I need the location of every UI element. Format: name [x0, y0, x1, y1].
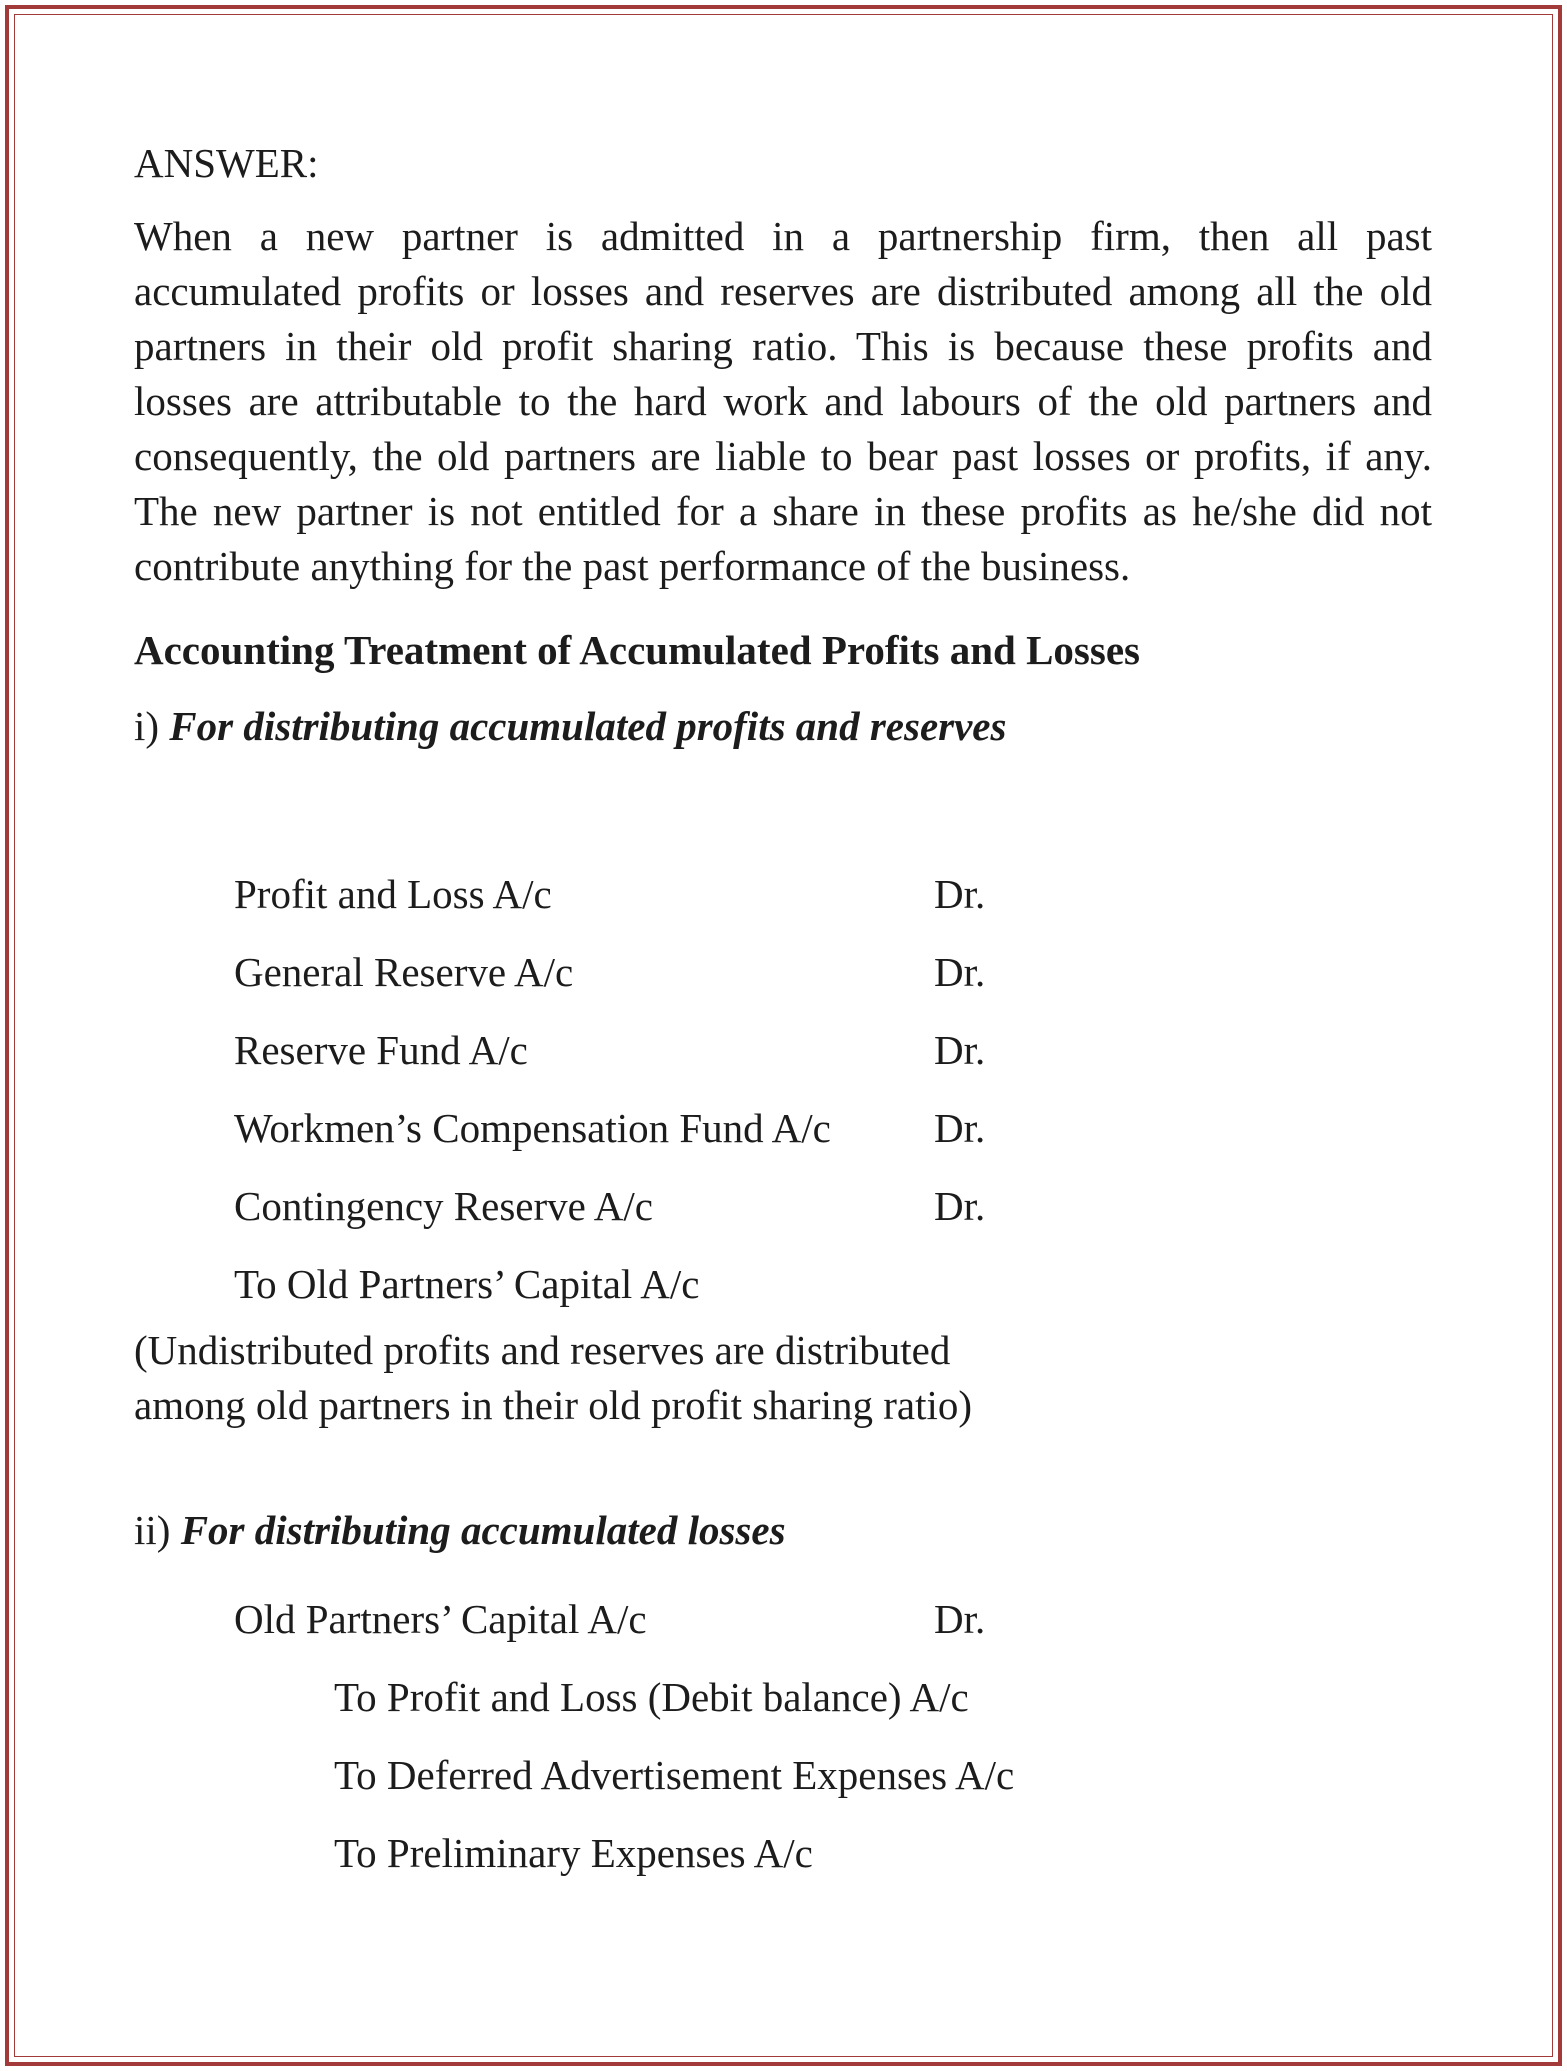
part1-prefix: i): [134, 703, 160, 749]
document-content: [134, 136, 1432, 1892]
narration-line-1: (Undistributed profits and reserves are distributed: [134, 1327, 951, 1373]
part1-title: For distributing accumulated profits and reserves: [169, 703, 1007, 749]
answer-heading: ANSWER:: [134, 140, 319, 186]
credit-account: To Deferred Advertisement Expenses A/c: [334, 1752, 1015, 1798]
credit-account: To Profit and Loss (Debit balance) A/c: [334, 1674, 969, 1720]
debit-line: [234, 1580, 1432, 1658]
dr-marker: Dr.: [934, 1027, 986, 1073]
credit-line: [234, 1814, 1432, 1892]
debit-line: [234, 1089, 1432, 1167]
debit-account: Contingency Reserve A/c: [234, 1183, 654, 1229]
part2-title: For distributing accumulated losses: [180, 1507, 786, 1553]
part2-prefix: ii): [134, 1507, 171, 1553]
credit-line: [234, 1658, 1432, 1736]
part1-heading: [134, 699, 1432, 754]
section-title: Accounting Treatment of Accumulated Profits and Losses: [134, 627, 1141, 673]
debit-line: [234, 1167, 1432, 1245]
dr-marker: Dr.: [934, 1596, 986, 1642]
debit-line: [234, 1011, 1432, 1089]
debit-account: Workmen’s Compensation Fund A/c: [234, 1105, 831, 1151]
dr-marker: Dr.: [934, 1183, 986, 1229]
dr-marker: Dr.: [934, 1105, 986, 1151]
debit-account: Old Partners’ Capital A/c: [234, 1596, 647, 1642]
credit-line: [234, 1245, 1432, 1323]
debit-line: [234, 855, 1432, 933]
narration-line-2: among old partners in their old profit sharing ratio): [134, 1382, 973, 1428]
debit-account: General Reserve A/c: [234, 949, 574, 995]
explanation-paragraph: When a new partner is admitted in a partnership firm, then all past accumulated profits or losses and reserves are distributed among all the old partners in their old profit sharing ratio. This is because these profits and losses are attributable to the hard work and labours of the old partners and consequently, the old partners are liable to bear past losses or profits, if any. The new partner is not entitled for a share in these profits as he/she did not contribute anything for the past performance of the business.: [134, 213, 1432, 589]
credit-line: [234, 1736, 1432, 1814]
dr-marker: Dr.: [934, 949, 986, 995]
part2-heading: [134, 1503, 1432, 1558]
debit-line: [234, 933, 1432, 1011]
journal-entry-profits: [234, 855, 1432, 1323]
journal-entry-losses: [234, 1580, 1432, 1892]
credit-account: To Old Partners’ Capital A/c: [234, 1261, 700, 1307]
debit-account: Profit and Loss A/c: [234, 871, 552, 917]
debit-account: Reserve Fund A/c: [234, 1027, 528, 1073]
dr-marker: Dr.: [934, 871, 986, 917]
credit-account: To Preliminary Expenses A/c: [334, 1830, 813, 1876]
